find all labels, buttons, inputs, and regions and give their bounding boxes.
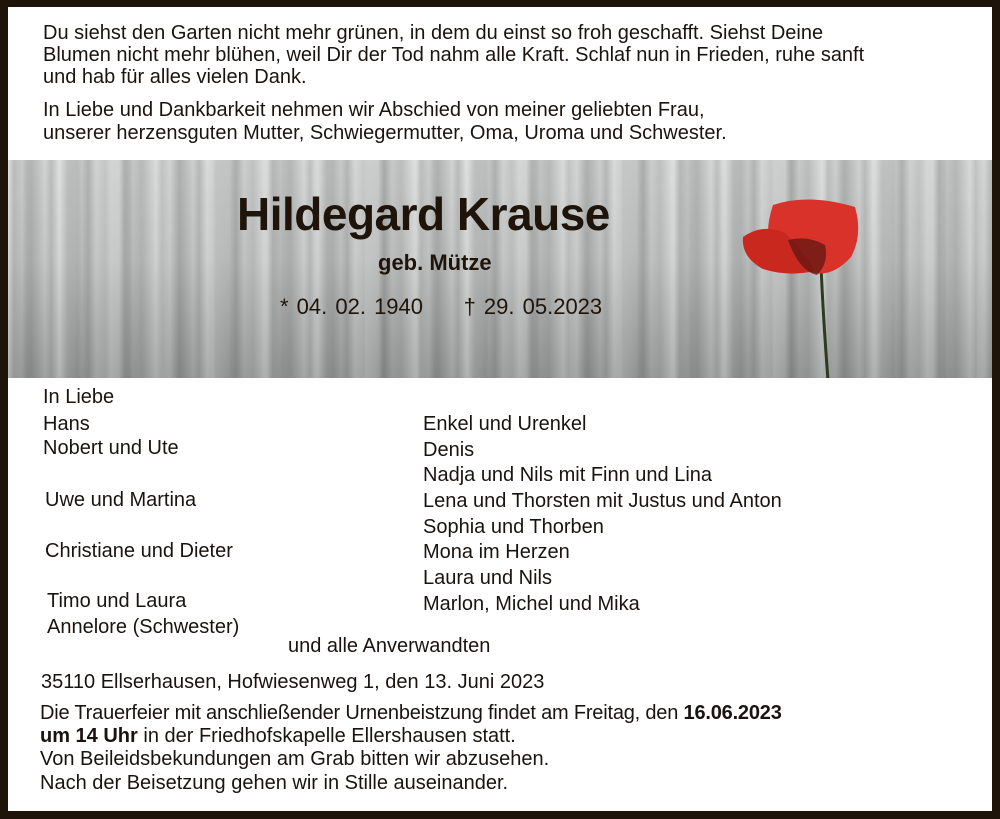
poem-line: Du siehst den Garten nicht mehr grünen, in dem du einst so froh geschafft. Siehst Deine <box>43 22 824 44</box>
poem-line: und hab für alles vielen Dank. <box>43 66 307 88</box>
mourner: Timo und Laura <box>47 590 187 612</box>
funeral-line <box>40 702 782 724</box>
mourner: Uwe und Martina <box>45 489 197 511</box>
mourner: Mona im Herzen <box>423 541 570 563</box>
funeral-time: um 14 Uhr <box>40 725 138 747</box>
intro-line: In Liebe und Dankbarkeit nehmen wir Abschied von meiner geliebten Frau, <box>43 99 705 121</box>
mourner: Denis <box>423 439 475 461</box>
mourner: Hans <box>43 413 90 435</box>
mourners-heading: In Liebe <box>43 386 115 408</box>
funeral-line: Von Beileidsbekundungen am Grab bitten wir abzusehen. <box>40 748 550 770</box>
intro-line: unserer herzensguten Mutter, Schwiegermutter, Oma, Uroma und Schwester. <box>43 122 727 144</box>
life-dates <box>280 294 602 320</box>
birth-date: * 04. 02. 1940 <box>280 294 424 319</box>
mourner: Laura und Nils <box>423 567 552 589</box>
funeral-text: in der Friedhofskapelle Ellershausen statt. <box>137 725 516 747</box>
relatives-closing: und alle Anverwandten <box>288 635 491 657</box>
banner <box>8 160 992 378</box>
funeral-date: 16.06.2023 <box>683 702 782 724</box>
poppy-flower-image <box>733 195 873 378</box>
mourner: Annelore (Schwester) <box>47 616 240 638</box>
grandchildren-heading: Enkel und Urenkel <box>423 413 587 435</box>
mourner: Marlon, Michel und Mika <box>423 593 640 615</box>
address-date: 35110 Ellserhausen, Hofwiesenweg 1, den 13. Juni 2023 <box>41 671 545 693</box>
mourner: Nobert und Ute <box>43 437 179 459</box>
funeral-line: Nach der Beisetzung gehen wir in Stille auseinander. <box>40 772 509 794</box>
mourner: Sophia und Thorben <box>423 516 604 538</box>
mourner: Nadja und Nils mit Finn und Lina <box>423 464 713 486</box>
funeral-text: Die Trauerfeier mit anschließender Urnenbeistzung findet am Freitag, den <box>40 702 684 724</box>
poem-line: Blumen nicht mehr blühen, weil Dir der Tod nahm alle Kraft. Schlaf nun in Frieden, ruhe sanft <box>43 44 865 66</box>
funeral-line <box>40 725 516 747</box>
mourner: Christiane und Dieter <box>45 540 233 562</box>
maiden-name: geb. Mütze <box>378 250 492 275</box>
deceased-name: Hildegard Krause <box>237 188 610 240</box>
death-date: † 29. 05.2023 <box>463 294 603 319</box>
mourner: Lena und Thorsten mit Justus und Anton <box>423 490 782 512</box>
